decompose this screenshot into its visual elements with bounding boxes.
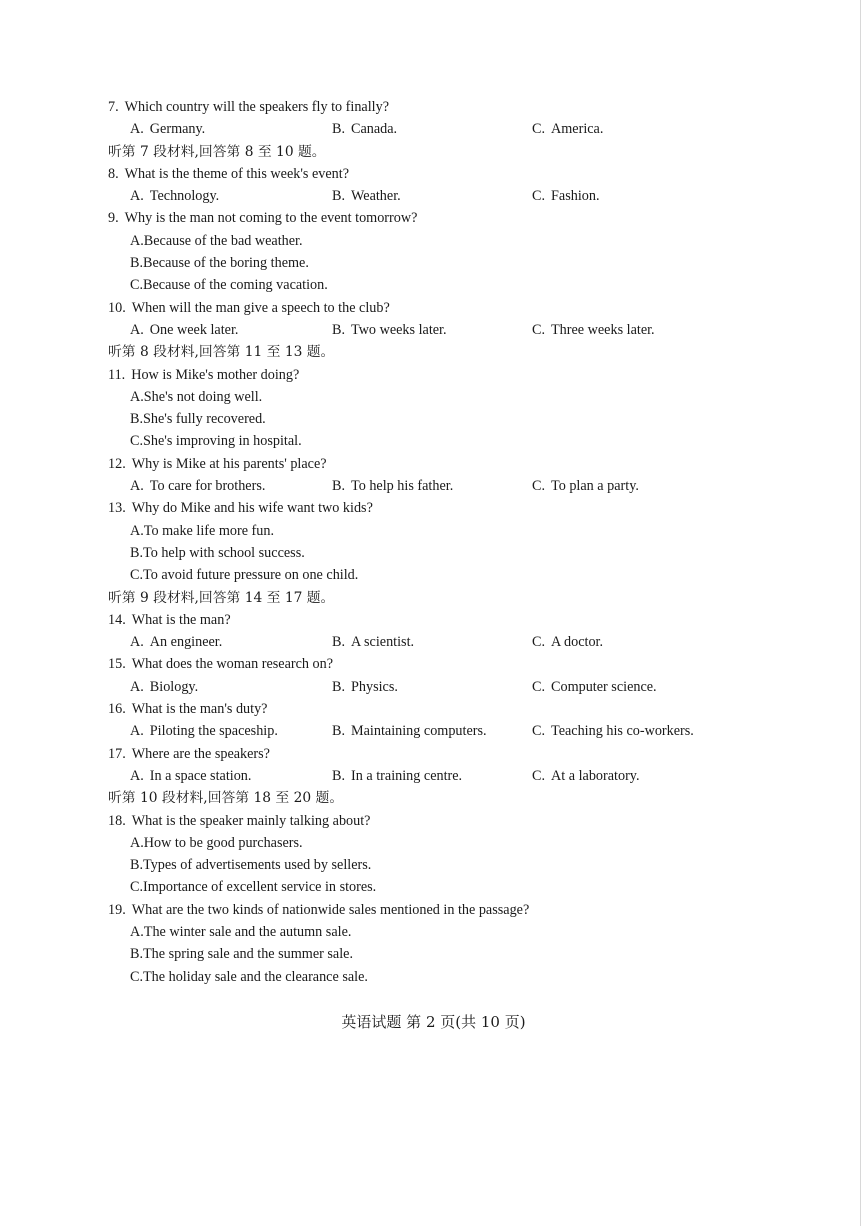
section-instruction: 听第 10 段材料,回答第 18 至 20 题。	[108, 790, 344, 807]
options-row	[108, 765, 728, 787]
answer-option	[130, 475, 265, 497]
option-text: She's not doing well.	[143, 388, 263, 405]
options-row	[108, 676, 728, 698]
question-text: What is the man's duty?	[131, 701, 268, 718]
option-letter: C.	[532, 634, 546, 651]
option-letter: C.	[532, 188, 546, 205]
option-text: To help his father.	[351, 478, 454, 495]
answer-option	[332, 765, 462, 787]
question-stem	[108, 163, 728, 185]
option-text: Canada.	[351, 121, 398, 138]
question-stem	[108, 96, 728, 118]
answer-option	[108, 252, 728, 274]
question-text: Where are the speakers?	[131, 745, 270, 762]
option-letter: A.	[130, 767, 144, 784]
question-number: 10.	[108, 299, 126, 316]
option-text: An engineer.	[149, 634, 223, 651]
option-letter: B.	[130, 255, 144, 272]
option-text: Weather.	[351, 188, 401, 205]
question-stem	[108, 653, 728, 675]
question-stem	[108, 297, 728, 319]
option-letter: C.	[130, 968, 144, 985]
answer-option	[130, 765, 251, 787]
question-text: Which country will the speakers fly to finally?	[124, 99, 390, 115]
option-text: One week later.	[149, 321, 239, 338]
section-instruction: 听第 8 段材料,回答第 11 至 13 题。	[108, 344, 335, 361]
option-letter: C.	[532, 321, 546, 338]
answer-option	[108, 274, 728, 296]
question-number: 11.	[108, 366, 126, 383]
option-letter: C.	[130, 879, 144, 896]
option-text: How to be good purchasers.	[143, 834, 303, 851]
answer-option	[108, 408, 728, 430]
answer-option	[532, 475, 639, 497]
option-text: To help with school success.	[143, 544, 305, 561]
answer-option	[108, 943, 728, 965]
section-instruction: 听第 7 段材料,回答第 8 至 10 题。	[108, 143, 326, 160]
answer-option	[332, 185, 401, 207]
options-row	[108, 475, 728, 497]
option-text: Importance of excellent service in stores.	[143, 879, 377, 896]
option-letter: B.	[332, 678, 346, 695]
question-number: 13.	[108, 500, 126, 517]
option-letter: B.	[332, 321, 346, 338]
question-text: What is the theme of this week's event?	[124, 165, 350, 182]
question-text: What is the man?	[131, 611, 231, 628]
answer-option	[532, 319, 655, 341]
option-letter: A.	[130, 723, 144, 740]
page-edge	[860, 0, 861, 1226]
option-letter: A.	[130, 478, 144, 495]
option-letter: C.	[532, 767, 546, 784]
page-footer: 英语试题 第 2 页(共 10 页)	[341, 1013, 526, 1031]
answer-option	[532, 765, 640, 787]
option-text: Maintaining computers.	[351, 723, 487, 740]
option-letter: A.	[130, 923, 144, 940]
question-stem	[108, 899, 728, 921]
options-row	[108, 118, 728, 140]
section-instruction: 听第 9 段材料,回答第 14 至 17 题。	[108, 589, 335, 606]
question-text: What does the woman research on?	[131, 656, 334, 673]
option-letter: B.	[332, 478, 346, 495]
question-stem	[108, 743, 728, 765]
question-text: How is Mike's mother doing?	[131, 366, 300, 383]
question-text: Why do Mike and his wife want two kids?	[131, 500, 373, 517]
question-number: 8.	[108, 165, 119, 182]
question-number: 18.	[108, 812, 126, 829]
option-text: The winter sale and the autumn sale.	[143, 923, 352, 940]
option-letter: C.	[130, 277, 144, 294]
answer-option	[130, 185, 219, 207]
question-stem	[108, 497, 728, 519]
question-text: What is the speaker mainly talking about?	[131, 812, 371, 829]
option-letter: B.	[332, 723, 346, 740]
option-text: America.	[551, 121, 604, 138]
option-letter: A.	[130, 834, 144, 851]
answer-option	[332, 319, 447, 341]
question-number: 19.	[108, 901, 126, 918]
option-letter: B.	[332, 188, 346, 205]
answer-option	[332, 475, 453, 497]
answer-option	[332, 676, 398, 698]
option-text: Fashion.	[551, 188, 600, 205]
option-text: To plan a party.	[551, 478, 639, 495]
option-text: She's fully recovered.	[143, 411, 266, 428]
option-text: A scientist.	[351, 634, 415, 651]
option-text: The holiday sale and the clearance sale.	[143, 968, 368, 985]
answer-option	[108, 386, 728, 408]
option-text: At a laboratory.	[551, 767, 640, 784]
answer-option	[108, 520, 728, 542]
option-text: Biology.	[149, 678, 199, 695]
answer-option	[130, 319, 238, 341]
option-letter: B.	[130, 857, 144, 874]
answer-option	[332, 720, 487, 742]
option-letter: A.	[130, 634, 144, 651]
option-letter: B.	[130, 946, 144, 963]
option-letter: B.	[332, 121, 346, 138]
answer-option	[532, 118, 603, 140]
option-letter: A.	[130, 321, 144, 338]
answer-option	[532, 185, 600, 207]
question-stem	[108, 609, 728, 631]
question-stem	[108, 453, 728, 475]
question-text: What are the two kinds of nationwide sales mentioned in the passage?	[131, 901, 530, 918]
option-text: Because of the boring theme.	[143, 255, 309, 272]
option-letter: C.	[532, 478, 546, 495]
question-number: 14.	[108, 611, 126, 628]
option-text: Three weeks later.	[551, 321, 655, 338]
question-text: Why is Mike at his parents' place?	[131, 455, 327, 472]
option-letter: B.	[332, 634, 346, 651]
option-letter: C.	[532, 121, 546, 138]
question-number: 15.	[108, 656, 126, 673]
option-letter: A.	[130, 678, 144, 695]
option-text: Teaching his co-workers.	[551, 723, 694, 740]
options-row	[108, 720, 728, 742]
answer-option	[108, 564, 728, 586]
question-stem	[108, 698, 728, 720]
option-letter: C.	[130, 567, 144, 584]
question-number: 17.	[108, 745, 126, 762]
question-number: 16.	[108, 701, 126, 718]
option-text: Piloting the spaceship.	[149, 723, 278, 740]
option-text: Because of the coming vacation.	[143, 277, 328, 294]
option-letter: A.	[130, 188, 144, 205]
option-text: Computer science.	[551, 678, 657, 695]
option-letter: C.	[532, 723, 546, 740]
answer-option	[130, 720, 278, 742]
answer-option	[332, 631, 414, 653]
option-text: Because of the bad weather.	[143, 232, 303, 249]
option-text: Types of advertisements used by sellers.	[143, 857, 372, 874]
question-text: When will the man give a speech to the club?	[131, 299, 390, 316]
question-stem	[108, 207, 728, 229]
option-letter: B.	[332, 767, 346, 784]
option-text: Two weeks later.	[351, 321, 447, 338]
question-number: 12.	[108, 455, 126, 472]
answer-option	[108, 230, 728, 252]
option-letter: B.	[130, 411, 144, 428]
options-row	[108, 185, 728, 207]
question-stem	[108, 364, 728, 386]
option-text: To care for brothers.	[149, 478, 266, 495]
option-letter: C.	[130, 433, 144, 450]
option-text: Germany.	[149, 121, 206, 138]
option-letter: B.	[130, 544, 144, 561]
answer-option	[108, 966, 728, 988]
option-text: A doctor.	[551, 634, 604, 651]
option-letter: A.	[130, 522, 144, 539]
answer-option	[108, 921, 728, 943]
answer-option	[532, 676, 657, 698]
option-text: The spring sale and the summer sale.	[143, 946, 354, 963]
answer-option	[332, 118, 397, 140]
option-text: In a space station.	[149, 767, 252, 784]
option-letter: A.	[130, 121, 144, 138]
answer-option	[108, 832, 728, 854]
question-list	[108, 96, 728, 988]
option-text: To avoid future pressure on one child.	[143, 567, 359, 584]
option-letter: C.	[532, 678, 546, 695]
option-text: Physics.	[351, 678, 398, 695]
answer-option	[532, 631, 603, 653]
question-stem	[108, 810, 728, 832]
options-row	[108, 319, 728, 341]
answer-option	[108, 876, 728, 898]
question-number: 7.	[108, 99, 119, 115]
answer-option	[130, 631, 222, 653]
question-text: Why is the man not coming to the event tomorrow?	[124, 210, 418, 227]
answer-option	[108, 542, 728, 564]
option-letter: A.	[130, 232, 144, 249]
option-letter: A.	[130, 388, 144, 405]
answer-option	[130, 676, 198, 698]
answer-option	[108, 854, 728, 876]
answer-option	[130, 118, 205, 140]
options-row	[108, 631, 728, 653]
answer-option	[108, 430, 728, 452]
option-text: To make life more fun.	[143, 522, 274, 539]
answer-option	[532, 720, 694, 742]
question-number: 9.	[108, 210, 119, 227]
option-text: In a training centre.	[351, 767, 463, 784]
option-text: Technology.	[149, 188, 220, 205]
option-text: She's improving in hospital.	[143, 433, 302, 450]
